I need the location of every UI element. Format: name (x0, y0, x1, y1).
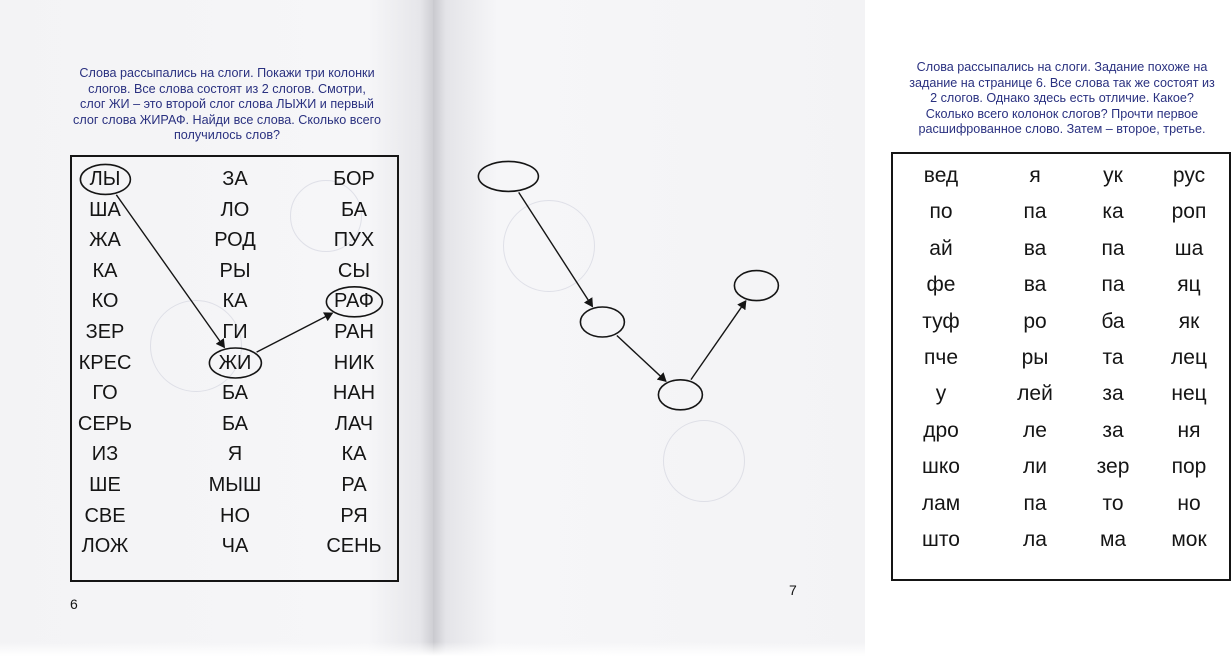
syllable: РЫ (219, 259, 251, 282)
syllable: за (1102, 418, 1124, 442)
syllable: СВЕ (84, 504, 126, 527)
syllable: ЗА (222, 168, 248, 190)
syllable: за (1102, 382, 1124, 406)
syllable: шко (922, 455, 960, 479)
left-instructions: Слова рассыпались на слоги. Покажи три колонки слогов. Все слова состоят из 2 слогов. Смотри, слог ЖИ – это второй слог слова ЛЫЖИ и первый слог слова ЖИРАФ. Найди все слова. Сколько всего получилось слов? (73, 66, 381, 143)
syllable: КА (92, 259, 118, 282)
syllable: ША (89, 198, 121, 221)
syllable: туф (922, 309, 960, 333)
syllable: ЛЫ (89, 168, 121, 190)
syllable: пче (924, 346, 958, 369)
syllable: НО (220, 504, 250, 527)
syllable: РАН (334, 321, 374, 343)
syllable: ва (1023, 236, 1047, 260)
syllable: ГИ (222, 321, 248, 343)
syllable: ЛАЧ (334, 412, 374, 435)
connector-arrow (691, 301, 746, 380)
syllable: ро (1023, 309, 1047, 333)
syllable: ка (1102, 200, 1124, 224)
syllable: лам (921, 491, 961, 515)
syllable: КРЕС (78, 351, 132, 374)
syllable: лей (1017, 382, 1053, 406)
syllable: як (1178, 309, 1200, 333)
syllable: роп (1171, 200, 1207, 224)
syllable: па (1023, 491, 1047, 515)
syllable: НАН (332, 382, 376, 405)
syllable: БА (221, 412, 249, 435)
syllable: вед (923, 164, 959, 187)
syllable: яц (1177, 273, 1201, 297)
page-number-left: 6 (70, 596, 78, 612)
syllable: у (935, 382, 947, 406)
connector-arrow (519, 192, 593, 306)
syllable: то (1102, 491, 1124, 515)
syllable: па (1101, 273, 1125, 297)
syllable: рус (1172, 164, 1206, 187)
highlight-circle (580, 307, 624, 337)
syllable: НИК (333, 351, 375, 374)
syllable: БА (340, 198, 368, 221)
highlight-circle (326, 287, 382, 317)
syllable: ша (1174, 236, 1204, 260)
syllable: што (922, 528, 960, 551)
syllable: но (1177, 491, 1201, 515)
highlight-circle (658, 380, 702, 410)
syllable: ГО (92, 382, 118, 405)
syllable: нец (1171, 382, 1207, 406)
syllable: ук (1103, 164, 1123, 187)
syllable: КО (91, 290, 119, 313)
syllable: пор (1171, 455, 1207, 479)
syllable: та (1102, 346, 1124, 369)
syllable: ИЗ (91, 443, 119, 466)
syllable: мок (1171, 528, 1207, 551)
syllable: ла (1023, 528, 1047, 551)
syllable: лец (1171, 346, 1207, 369)
syllable: ня (1177, 418, 1201, 442)
syllable: ва (1023, 273, 1047, 297)
highlight-circle (80, 164, 130, 194)
syllable: ЖА (89, 229, 121, 252)
highlight-circle (209, 348, 261, 378)
syllable: РЯ (340, 504, 368, 527)
syllable: РАФ (334, 290, 374, 313)
syllable: ма (1099, 528, 1127, 551)
syllable: па (1023, 200, 1047, 224)
syllable: ЗЕР (85, 321, 125, 343)
syllable: зер (1096, 455, 1130, 479)
syllable: РА (341, 474, 367, 496)
syllable: ай (929, 236, 953, 260)
syllable: по (929, 200, 953, 224)
syllable: ШЕ (89, 474, 121, 496)
syllable: ПУХ (333, 229, 375, 252)
syllable: Я (227, 443, 243, 466)
page-number-right: 7 (789, 582, 797, 598)
syllable: РОД (214, 229, 256, 252)
syllable: ли (1023, 455, 1047, 479)
connector-arrow (257, 313, 333, 352)
syllable: БОР (333, 168, 375, 190)
right-syllable-grid (891, 152, 1231, 581)
syllable: ле (1023, 418, 1047, 442)
syllable: СЫ (337, 259, 371, 282)
syllable: па (1101, 236, 1125, 260)
highlight-circle (734, 271, 778, 301)
connector-arrow (617, 335, 666, 381)
syllable: КА (222, 290, 248, 313)
syllable: БА (221, 382, 249, 405)
syllable: ЖИ (218, 351, 252, 374)
syllable: ЛО (220, 198, 250, 221)
syllable: СЕНЬ (326, 535, 382, 558)
syllable: МЫШ (208, 474, 262, 496)
connector-arrow (116, 195, 224, 348)
syllable: ба (1101, 309, 1125, 333)
syllable: дро (923, 418, 959, 442)
syllable: ры (1021, 346, 1049, 369)
highlight-circle (478, 161, 538, 191)
syllable: СЕРЬ (77, 412, 133, 435)
right-instructions: Слова рассыпались на слоги. Задание похоже на задание на странице 6. Все слова так же состоят из 2 слогов. Однако здесь есть отличие. Какое? Сколько всего колонок слогов? Прочти первое расшифрованное слово. Затем – второе, третье. (909, 60, 1215, 137)
syllable: ЛОЖ (81, 535, 129, 558)
syllable: фе (926, 273, 956, 297)
syllable: ЧА (221, 535, 249, 558)
syllable: КА (341, 443, 367, 466)
syllable: я (1029, 164, 1041, 187)
